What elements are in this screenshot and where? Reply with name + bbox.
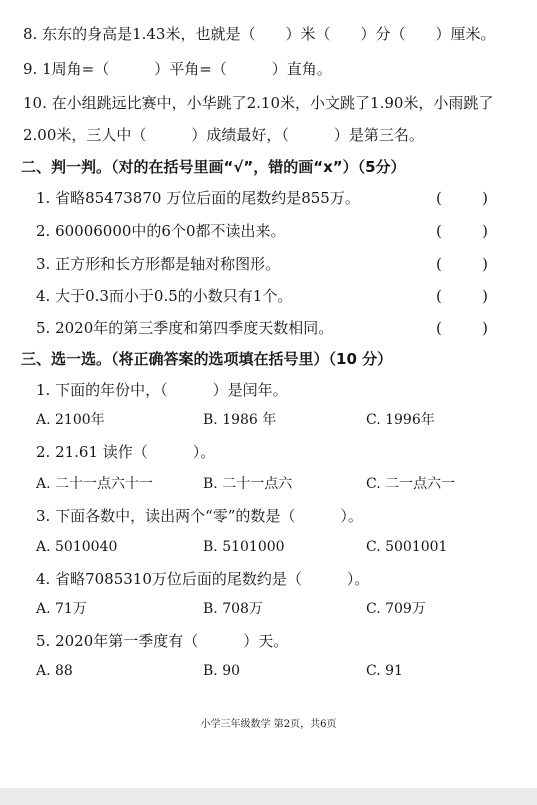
option-b: B. 90 xyxy=(203,663,241,679)
judge-item-2: 2. 60006000中的6个0都不读出来。 xyxy=(36,222,286,240)
bracket-open: ( xyxy=(436,255,442,273)
bracket-close: ) xyxy=(482,319,488,337)
choice-question-1: 1. 下面的年份中，（ ）是闰年。 xyxy=(36,381,288,399)
option-b: B. 1986 年 xyxy=(203,412,277,428)
question-8: 8. 东东的身高是1.43米，也就是（ ）米（ ）分（ ）厘米。 xyxy=(23,25,496,43)
option-c: C. 91 xyxy=(366,663,403,679)
bracket-open: ( xyxy=(436,222,442,240)
judge-item-1: 1. 省略85473870 万位后面的尾数约是855万。 xyxy=(36,189,360,207)
answer-bracket-1 xyxy=(436,188,488,208)
question-10-line-2: 2.00米，三人中（ ）成绩最好，（ ）是第三名。 xyxy=(23,126,424,144)
option-c: C. 709万 xyxy=(366,601,426,617)
bracket-open: ( xyxy=(436,287,442,305)
option-c: C. 二一点六一 xyxy=(366,476,456,492)
bracket-close: ) xyxy=(482,222,488,240)
option-a: A. 71万 xyxy=(36,601,87,617)
option-c: C. 1996年 xyxy=(366,412,435,428)
option-a: A. 88 xyxy=(36,663,73,679)
bracket-close: ) xyxy=(482,287,488,305)
choice-question-2: 2. 21.61 读作（ ）。 xyxy=(36,443,216,461)
choice-question-4: 4. 省略7085310万位后面的尾数约是（ ）。 xyxy=(36,570,370,588)
answer-bracket-4 xyxy=(436,286,488,306)
answer-bracket-2 xyxy=(436,221,488,241)
section-3-heading: 三、选一选。（将正确答案的选项填在括号里）（10 分） xyxy=(21,350,393,368)
bracket-open: ( xyxy=(436,189,442,207)
option-a: A. 5010040 xyxy=(36,539,118,555)
answer-bracket-3 xyxy=(436,254,488,274)
option-b: B. 708万 xyxy=(203,601,263,617)
question-10-line-1: 10. 在小组跳远比赛中，小华跳了2.10米，小文跳了1.90米，小雨跳了 xyxy=(23,94,494,112)
bracket-close: ) xyxy=(482,255,488,273)
page-footer: 小学三年级数学 第2页，共6页 xyxy=(200,719,337,730)
option-a: A. 2100年 xyxy=(36,412,105,428)
bracket-close: ) xyxy=(482,189,488,207)
choice-question-5: 5. 2020年第一季度有（ ）天。 xyxy=(36,632,289,650)
scan-bottom-edge xyxy=(0,788,537,805)
bracket-open: ( xyxy=(436,319,442,337)
judge-item-5: 5. 2020年的第三季度和第四季度天数相同。 xyxy=(36,319,334,337)
choice-question-3: 3. 下面各数中，读出两个“零”的数是（ ）。 xyxy=(36,507,363,525)
option-a: A. 二十一点六十一 xyxy=(36,476,154,492)
section-2-heading: 二、判一判。（对的在括号里画“√”，错的画“x”）（5分） xyxy=(21,158,406,176)
question-9: 9. 1周角=（ ）平角=（ ）直角。 xyxy=(23,60,332,78)
judge-item-4: 4. 大于0.3而小于0.5的小数只有1个。 xyxy=(36,287,293,305)
option-b: B. 二十一点六 xyxy=(203,476,293,492)
judge-item-3: 3. 正方形和长方形都是轴对称图形。 xyxy=(36,255,281,273)
option-b: B. 5101000 xyxy=(203,539,285,555)
option-c: C. 5001001 xyxy=(366,539,448,555)
answer-bracket-5 xyxy=(436,318,488,338)
